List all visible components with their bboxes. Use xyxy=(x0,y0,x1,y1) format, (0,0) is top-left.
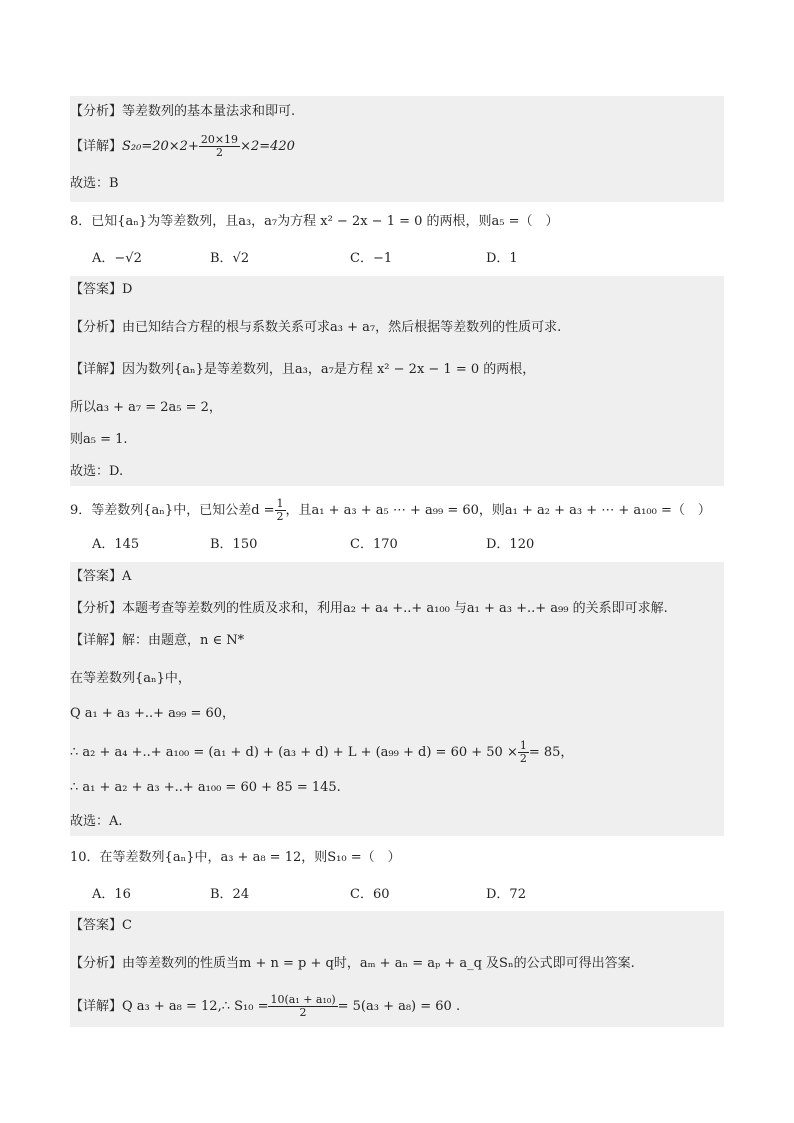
q9-step3-left: ∴ a₂ + a₄ +..+ a₁₀₀ = (a₁ + d) + (a₃ + d) + L + (a₉₉ + d) = 60 + 50 × xyxy=(70,745,518,760)
q8-choice-d: D．1 xyxy=(486,251,518,266)
q9-choice-result: 故选：A. xyxy=(70,814,123,829)
q8-choice-c: C．−1 xyxy=(350,251,393,266)
q9-stem-fraction xyxy=(275,498,286,523)
q9-stem-left: 9．等差数列{aₙ}中，已知公差d = xyxy=(70,503,275,518)
q10-detail-left: 【详解】Q a₃ + a₈ = 12,∴ S₁₀ = xyxy=(70,999,269,1014)
q7-frac-den: 2 xyxy=(215,146,223,159)
q9-stem-frac-den: 2 xyxy=(276,510,284,523)
q9-choice-d: D．120 xyxy=(486,537,535,552)
q9-answer: 【答案】A xyxy=(70,569,132,584)
q10-choice-a: A．16 xyxy=(92,887,131,902)
q9-step1: 在等差数列{aₙ}中， xyxy=(70,671,191,686)
q8-detail: 【详解】因为数列{aₙ}是等差数列，且a₃，a₇是方程 x² − 2x − 1 = 0 的两根， xyxy=(70,362,536,377)
q10-choice-b: B．24 xyxy=(210,887,250,902)
q10-detail-fraction xyxy=(268,994,337,1019)
q10-answer: 【答案】C xyxy=(70,918,132,933)
q7-detail-left: S₂₀=20×2+ xyxy=(122,139,199,154)
q10-stem: 10．在等差数列{aₙ}中，a₃ + a₈ = 12，则S₁₀ =（ ） xyxy=(70,850,401,865)
q9-step3-fraction xyxy=(518,740,529,765)
q10-detail xyxy=(70,994,724,1019)
q10-frac-num: 10(a₁ + a₁₀) xyxy=(270,993,336,1006)
q8-choice-a: A．−√2 xyxy=(92,251,142,266)
q7-frac-num: 20×19 xyxy=(200,133,239,146)
q9-choice-b: B．150 xyxy=(210,537,258,552)
q8-step2: 则a₅ = 1. xyxy=(70,432,128,447)
q9-analysis: 【分析】本题考查等差数列的性质及求和，利用a₂ + a₄ +..+ a₁₀₀ 与a₁ + a₃ +..+ a₉₉ 的关系即可求解. xyxy=(70,601,668,616)
q8-answer: 【答案】D xyxy=(70,282,133,297)
q8-analysis: 【分析】由已知结合方程的根与系数关系可求a₃ + a₇，然后根据等差数列的性质可求. xyxy=(70,320,562,335)
q8-stem: 8．已知{aₙ}为等差数列，且a₃，a₇为方程 x² − 2x − 1 = 0 的两根，则a₅ =（ ） xyxy=(70,214,559,229)
q9-choice-c: C．170 xyxy=(350,537,398,552)
q10-analysis: 【分析】由等差数列的性质当m + n = p + q时，aₘ + aₙ = aₚ + a_q 及Sₙ的公式即可得出答案. xyxy=(70,956,635,971)
q9-step3 xyxy=(70,740,724,765)
q9-step3-right: = 85， xyxy=(528,745,574,760)
q9-step2: Q a₁ + a₃ +..+ a₉₉ = 60， xyxy=(70,706,236,721)
q9-stem-right: ，且a₁ + a₃ + a₅ ⋯ + a₉₉ = 60，则a₁ + a₂ + a₃ + ⋯ + a₁₀₀ =（ ） xyxy=(285,503,711,518)
q7-detail xyxy=(70,134,724,159)
q7-detail-right: ×2=420 xyxy=(240,139,295,154)
q7-analysis: 【分析】等差数列的基本量法求和即可. xyxy=(70,104,296,119)
q8-step1: 所以a₃ + a₇ = 2a₅ = 2， xyxy=(70,400,222,415)
q9-step3-frac-num: 1 xyxy=(519,739,527,752)
q9-step4: ∴ a₁ + a₂ + a₃ +..+ a₁₀₀ = 60 + 85 = 145. xyxy=(70,780,341,795)
q8-choice-b: B．√2 xyxy=(210,251,250,266)
q9-detail: 【详解】解：由题意，n ∈ N* xyxy=(70,633,245,648)
q7-detail-prefix: 【详解】 xyxy=(70,139,123,154)
q10-choice-d: D．72 xyxy=(486,887,526,902)
q9-stem-frac-num: 1 xyxy=(276,497,284,510)
q8-solution-block xyxy=(70,276,724,486)
q10-detail-right: = 5(a₃ + a₈) = 60 . xyxy=(337,999,461,1014)
q7-detail-fraction xyxy=(199,134,240,159)
q10-choice-c: C．60 xyxy=(350,887,390,902)
q10-frac-den: 2 xyxy=(299,1006,307,1019)
q7-choice: 故选：B xyxy=(70,176,119,191)
q9-stem xyxy=(70,498,724,523)
q9-choice-a: A．145 xyxy=(92,537,140,552)
q8-choice-result: 故选：D. xyxy=(70,464,124,479)
q9-step3-frac-den: 2 xyxy=(519,752,527,765)
